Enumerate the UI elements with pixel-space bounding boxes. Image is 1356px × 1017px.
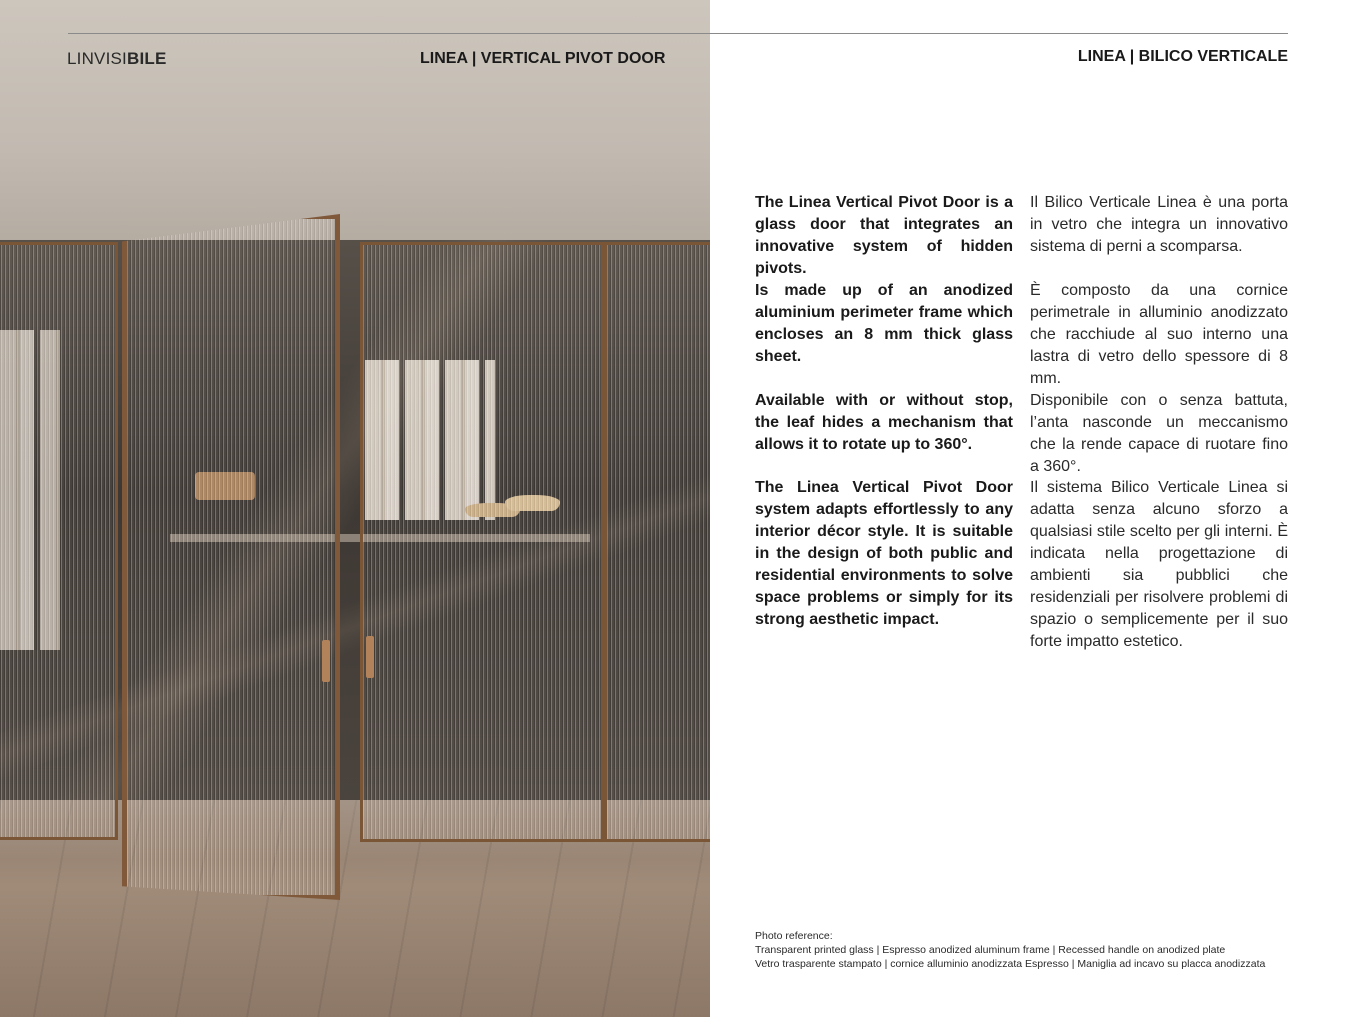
english-paragraph-2: Is made up of an anodized aluminium perimeter frame which encloses an 8 mm thick glass sheet. bbox=[755, 282, 1013, 365]
italian-paragraph-1: Il Bilico Verticale Linea è una porta in vetro che integra un innovativo sistema di perni a scomparsa. bbox=[1030, 194, 1288, 255]
photo-glass-panel-right bbox=[604, 242, 710, 842]
photo-glass-panel-left bbox=[0, 242, 118, 840]
photo-reference-footnote bbox=[755, 929, 1265, 971]
photo-glass-panel-middle bbox=[360, 242, 604, 842]
footnote-line-italian: Vetro trasparente stampato | cornice alluminio anodizzata Espresso | Maniglia ad incavo su placca anodizzata bbox=[755, 958, 1266, 970]
italian-paragraph-2: È composto da una cornice perimetrale in alluminio anodizzato che racchiude al suo interno una lastra di vetro dello spessore di 8 mm. bbox=[1030, 282, 1288, 387]
brand-logo-bold: BILE bbox=[126, 49, 167, 68]
italian-paragraph-3: Disponibile con o senza battuta, l’anta nasconde un meccanismo che la rende capace di ruotare fino a 360°. bbox=[1030, 392, 1288, 475]
photo-door-handle bbox=[366, 636, 374, 678]
page-title-italian: LINEA | BILICO VERTICALE bbox=[1077, 48, 1288, 65]
header-rule bbox=[68, 33, 1288, 34]
footnote-line-english: Transparent printed glass | Espresso anodized aluminum frame | Recessed handle on anodized plate bbox=[755, 944, 1226, 956]
english-paragraph-4: The Linea Vertical Pivot Door system adapts effortlessly to any interior décor style. It is suitable in the design of both public and residential environments to solve space problems or simply for its strong aesthetic impact. bbox=[755, 479, 1013, 628]
brand-logo-light: LINVISI bbox=[67, 49, 127, 68]
italian-paragraph-4: Il sistema Bilico Verticale Linea si adatta senza alcuno sforzo a qualsiasi stile scelto per gli interni. È indicata nella progettazione di ambienti sia pubblici che residenziali per risolvere problemi di spazio o semplicemente per il suo forte impatto estetico. bbox=[1030, 479, 1288, 650]
page-title-english: LINEA | VERTICAL PIVOT DOOR bbox=[420, 50, 666, 67]
english-paragraph-3: Available with or without stop, the leaf hides a mechanism that allows it to rotate up to 360°. bbox=[755, 392, 1013, 453]
photo-ceiling bbox=[0, 0, 710, 250]
brand-logo bbox=[67, 49, 167, 69]
footnote-label: Photo reference: bbox=[755, 930, 833, 942]
english-paragraph-1: The Linea Vertical Pivot Door is a glass door that integrates an innovative system of hidden pivots. bbox=[755, 194, 1013, 277]
photo-pivot-door bbox=[122, 214, 340, 900]
photo-door-handle bbox=[322, 640, 330, 682]
